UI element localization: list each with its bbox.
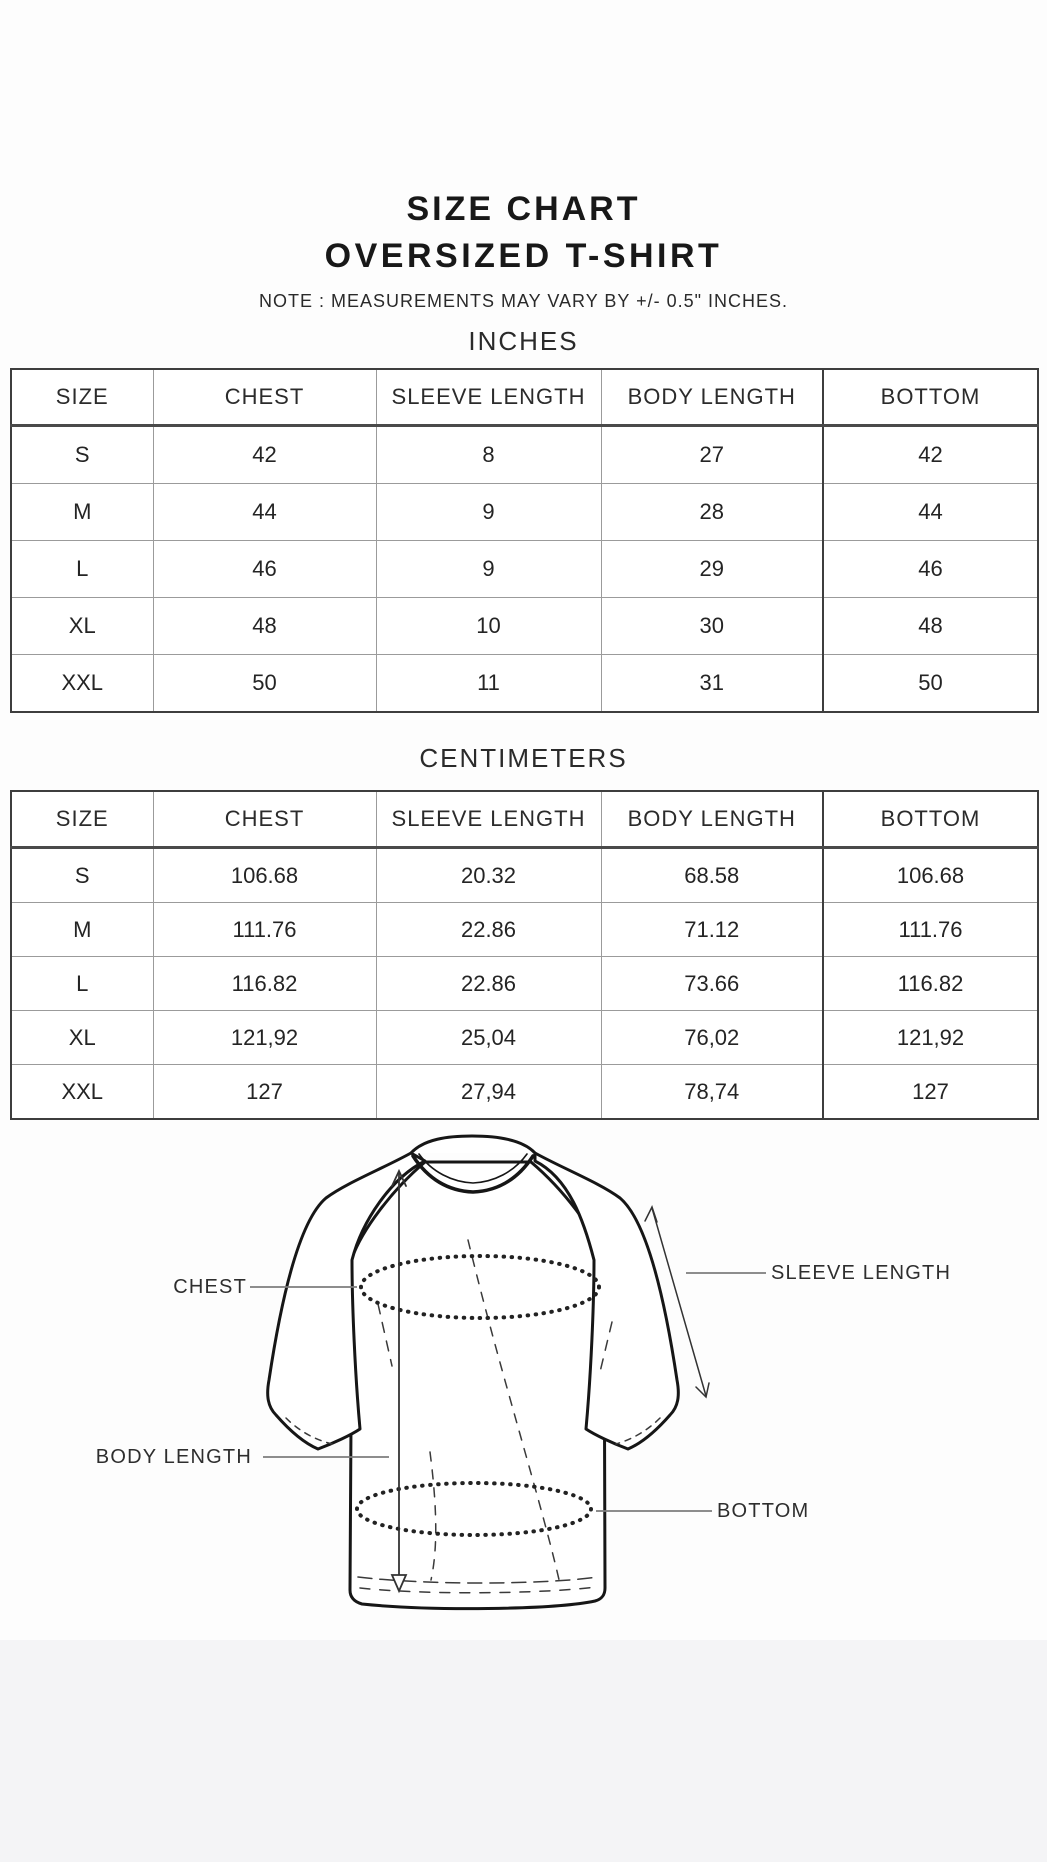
body-length-label: BODY LENGTH xyxy=(95,1446,252,1468)
column-header: SIZE xyxy=(11,791,153,848)
column-header: SLEEVE LENGTH xyxy=(376,369,601,426)
value-cell: 27,94 xyxy=(376,1065,601,1120)
value-cell: 44 xyxy=(823,484,1038,541)
table-row xyxy=(11,1011,1038,1065)
value-cell: 44 xyxy=(153,484,376,541)
value-cell: 127 xyxy=(153,1065,376,1120)
measurement-note: NOTE : MEASUREMENTS MAY VARY BY +/- 0.5" INCHES. xyxy=(258,291,789,311)
size-cell: XXL xyxy=(11,1065,153,1120)
size-cell: XL xyxy=(11,598,153,655)
value-cell: 121,92 xyxy=(823,1011,1038,1065)
value-cell: 111.76 xyxy=(153,903,376,957)
value-cell: 121,92 xyxy=(153,1011,376,1065)
value-cell: 10 xyxy=(376,598,601,655)
centimeters-size-table xyxy=(10,790,1039,1120)
page-title: SIZE CHART xyxy=(406,190,641,228)
value-cell: 106.68 xyxy=(823,848,1038,903)
value-cell: 30 xyxy=(601,598,823,655)
column-header: BOTTOM xyxy=(823,369,1038,426)
value-cell: 31 xyxy=(601,655,823,713)
section-label-centimeters: CENTIMETERS xyxy=(419,743,628,773)
value-cell: 42 xyxy=(823,426,1038,484)
column-header: SIZE xyxy=(11,369,153,426)
column-header: SLEEVE LENGTH xyxy=(376,791,601,848)
size-cell: M xyxy=(11,903,153,957)
table-row xyxy=(11,541,1038,598)
value-cell: 22.86 xyxy=(376,957,601,1011)
table-row xyxy=(11,957,1038,1011)
tshirt-collar-outer xyxy=(411,1136,535,1153)
page-subtitle: OVERSIZED T-SHIRT xyxy=(324,237,723,275)
value-cell: 28 xyxy=(601,484,823,541)
value-cell: 116.82 xyxy=(153,957,376,1011)
value-cell: 27 xyxy=(601,426,823,484)
value-cell: 46 xyxy=(823,541,1038,598)
section-label-inches: INCHES xyxy=(468,326,579,356)
bottom-label: BOTTOM xyxy=(717,1500,810,1522)
value-cell: 8 xyxy=(376,426,601,484)
table-row xyxy=(11,655,1038,713)
size-cell: L xyxy=(11,957,153,1011)
value-cell: 50 xyxy=(823,655,1038,713)
table-row xyxy=(11,848,1038,903)
size-cell: S xyxy=(11,426,153,484)
table-row xyxy=(11,426,1038,484)
table-row xyxy=(11,903,1038,957)
column-header: BOTTOM xyxy=(823,791,1038,848)
column-header: BODY LENGTH xyxy=(601,791,823,848)
value-cell: 22.86 xyxy=(376,903,601,957)
column-header: CHEST xyxy=(153,369,376,426)
column-header: CHEST xyxy=(153,791,376,848)
tshirt-body xyxy=(350,1162,605,1609)
header-row xyxy=(11,791,1038,848)
table-row xyxy=(11,1065,1038,1120)
tshirt-illustration xyxy=(0,1122,1047,1862)
value-cell: 71.12 xyxy=(601,903,823,957)
value-cell: 73.66 xyxy=(601,957,823,1011)
value-cell: 48 xyxy=(153,598,376,655)
sleeve-length-label: SLEEVE LENGTH xyxy=(771,1262,952,1284)
value-cell: 111.76 xyxy=(823,903,1038,957)
table-row xyxy=(11,484,1038,541)
value-cell: 46 xyxy=(153,541,376,598)
size-cell: XL xyxy=(11,1011,153,1065)
table-row xyxy=(11,598,1038,655)
value-cell: 68.58 xyxy=(601,848,823,903)
value-cell: 48 xyxy=(823,598,1038,655)
value-cell: 76,02 xyxy=(601,1011,823,1065)
value-cell: 29 xyxy=(601,541,823,598)
size-cell: M xyxy=(11,484,153,541)
tshirt-measurement-diagram xyxy=(0,1122,1047,1862)
value-cell: 42 xyxy=(153,426,376,484)
value-cell: 127 xyxy=(823,1065,1038,1120)
size-cell: L xyxy=(11,541,153,598)
value-cell: 9 xyxy=(376,484,601,541)
value-cell: 78,74 xyxy=(601,1065,823,1120)
value-cell: 9 xyxy=(376,541,601,598)
value-cell: 50 xyxy=(153,655,376,713)
value-cell: 106.68 xyxy=(153,848,376,903)
value-cell: 116.82 xyxy=(823,957,1038,1011)
value-cell: 25,04 xyxy=(376,1011,601,1065)
inches-size-table xyxy=(10,368,1039,713)
value-cell: 20.32 xyxy=(376,848,601,903)
size-cell: XXL xyxy=(11,655,153,713)
column-header: BODY LENGTH xyxy=(601,369,823,426)
chest-label: CHEST xyxy=(173,1276,247,1298)
header-row xyxy=(11,369,1038,426)
value-cell: 11 xyxy=(376,655,601,713)
size-cell: S xyxy=(11,848,153,903)
